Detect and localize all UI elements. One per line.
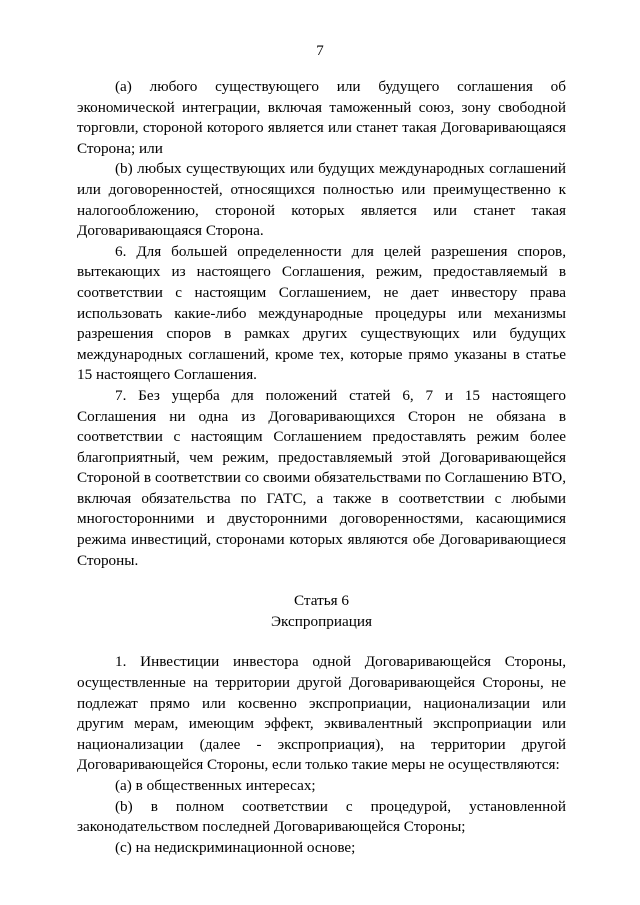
body-text bbox=[77, 77, 566, 858]
paragraph-item-a: (a) любого существующего или будущего соглашения об экономической интеграции, включая таможенный союз, зону свободной торговли, стороной которого является или станет такая Договаривающаяся Сторона; или bbox=[77, 78, 566, 157]
article-heading bbox=[77, 591, 566, 632]
article-number: Статья 6 bbox=[293, 592, 350, 610]
paragraph-6: 6. Для большей определенности для целей разрешения споров, вытекающих из настоящего Соглашения, режим, предоставляемый в соответствии с настоящим Соглашением, не дает инвестору права использовать какие-либо международные процедуры или механизмы разрешения споров в рамках других существующих или будущих международных соглашений, кроме тех, которые прямо указаны в статье 15 настоящего Соглашения. bbox=[77, 242, 566, 384]
paragraph-item-b2: (b) в полном соответствии с процедурой, установленной законодательством последней Договаривающейся Стороны; bbox=[77, 797, 566, 836]
article-title: Экспроприация bbox=[271, 612, 372, 630]
paragraph-7: 7. Без ущерба для положений статей 6, 7 и 15 настоящего Соглашения ни одна из Договаривающихся Сторон не обязана в соответствии с настоящим Соглашением предоставлять режим более благоприятный, чем режим, предоставляемый этой Договаривающейся Стороной в соответствии со своими обязательствами по Соглашению ВТО, включая обязательства по ГАТС, а также в соответствии с любыми многосторонними и двусторонними договоренностями, касающимися режима инвестиций, сторонами которых являются обе Договаривающиеся Стороны. bbox=[77, 386, 566, 569]
paragraph-1: 1. Инвестиции инвестора одной Договаривающейся Стороны, осуществленные на территории другой Договаривающейся Стороны, не подлежат прямо или косвенно экспроприации, национализации или другим мерам, имеющим эффект, эквивалентный экспроприации или национализации (далее - экспроприация), на территории другой Договаривающейся Стороны, если только такие меры не осуществляются: bbox=[77, 653, 566, 774]
paragraph-item-a2: (a) в общественных интересах; bbox=[115, 777, 316, 794]
page-number: 7 bbox=[316, 43, 324, 59]
paragraph-item-b: (b) любых существующих или будущих международных соглашений или договоренностей, относящихся полностью или преимущественно к налогообложению, стороной которых является или станет такая Договаривающаяся Сторона. bbox=[77, 160, 566, 240]
paragraph-item-c2: (c) на недискриминационной основе; bbox=[115, 838, 356, 856]
